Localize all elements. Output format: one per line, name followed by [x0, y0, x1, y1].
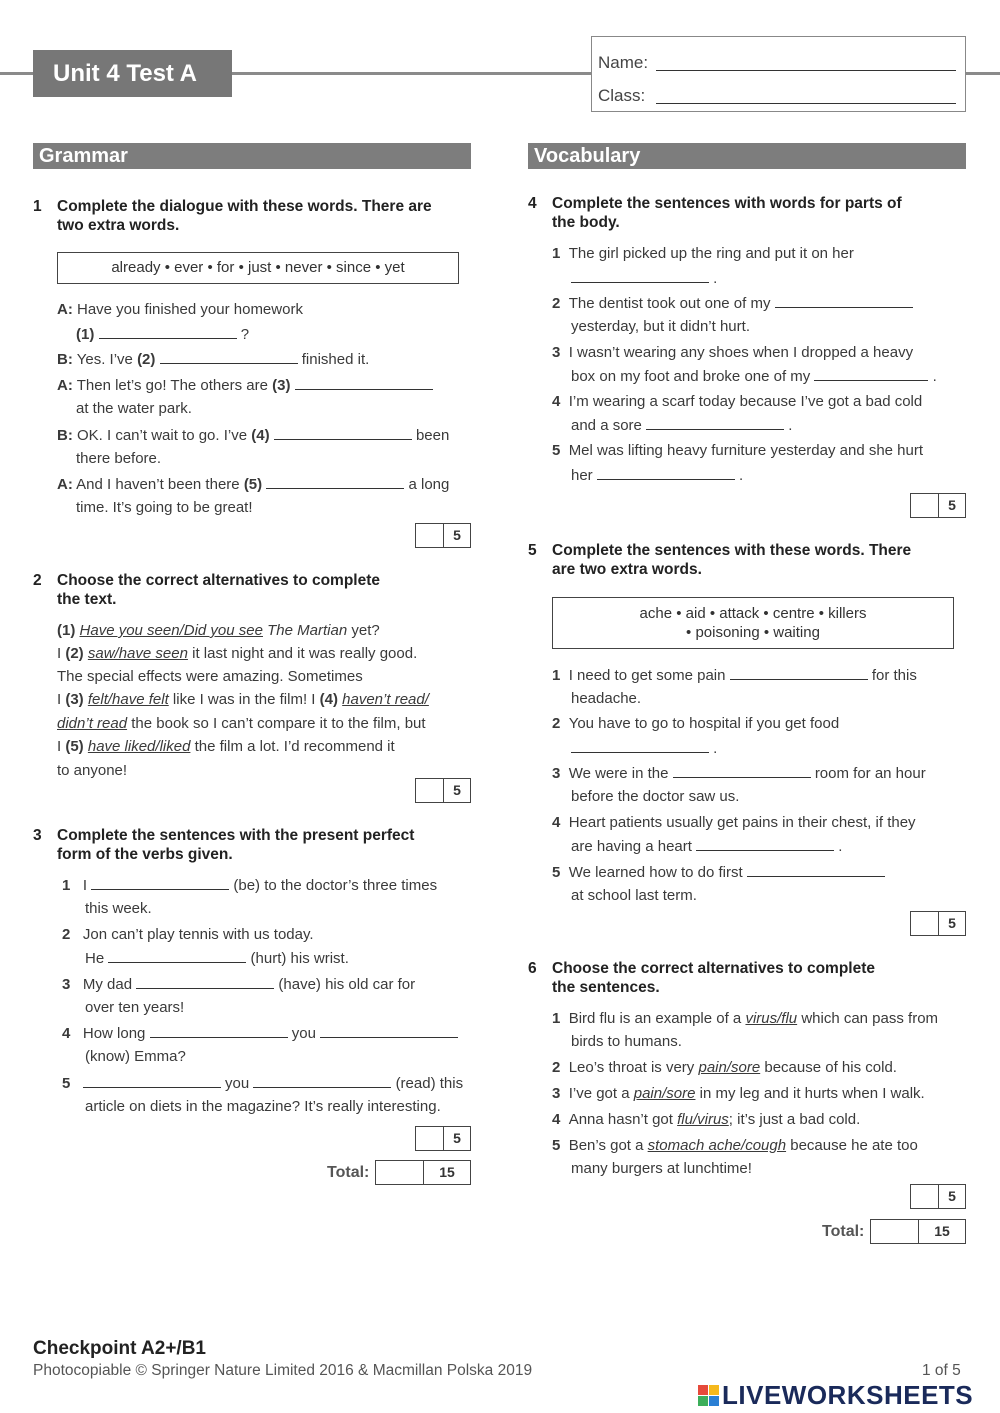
ex4-item: 4 I’m wearing a scarf today because I’ve got a bad cold [552, 393, 923, 410]
level-label: Checkpoint A2+/B1 [33, 1338, 206, 1359]
ex1-blank-3[interactable] [295, 375, 433, 390]
grammar-total-input[interactable] [376, 1161, 424, 1184]
ex5-item: 2 You have to go to hospital if you get food [552, 715, 840, 732]
ex3-blank[interactable] [320, 1023, 458, 1038]
ex1-blank-4[interactable] [274, 425, 412, 440]
ex2-choice-5[interactable]: have liked/liked [87, 738, 191, 755]
ex2-choice-2[interactable]: saw/have seen [87, 645, 188, 662]
ex5-instructions: 5 Complete the sentences with these words. There are two extra words. [528, 542, 912, 578]
ex6-item: 3 I’ve got a pain/sore in my leg and it hurts when I walk. [552, 1085, 925, 1102]
ex3-item: 5 you (read) this [62, 1075, 464, 1092]
ex3-line: over ten years! [85, 999, 185, 1016]
grammar-total-label: Total: [327, 1164, 370, 1181]
ex2-text-line: I (5) have liked/liked the film a lot. I’d recommend it [57, 738, 395, 755]
ex6-choice[interactable]: stomach ache/cough [647, 1137, 787, 1154]
ex4-item: 3 I wasn’t wearing any shoes when I dropped a heavy [552, 344, 914, 361]
ex4-item: 5 Mel was lifting heavy furniture yesterday and she hurt [552, 442, 924, 459]
ex1-line: time. It’s going to be great! [76, 499, 253, 516]
liveworksheets-icon [698, 1385, 720, 1407]
ex5-words-line1: ache • aid • attack • centre • killers [639, 605, 867, 622]
ex5-blank[interactable] [747, 862, 885, 877]
liveworksheets-text: LIVEWORKSHEETS [722, 1380, 974, 1410]
ex3-score-input[interactable] [416, 1127, 444, 1150]
ex5-line: are having a heart . [571, 838, 843, 855]
ex6-choice[interactable]: pain/sore [633, 1085, 696, 1102]
ex5-line: headache. [571, 690, 642, 707]
ex1-line: B: OK. I can’t wait to go. I’ve (4) been [57, 427, 450, 444]
ex2-choice-3[interactable]: felt/have felt [87, 691, 169, 708]
ex2-text-line: The special effects were amazing. Sometimes [57, 668, 363, 685]
ex3-line: this week. [85, 900, 152, 917]
liveworksheets-logo [698, 1380, 973, 1411]
ex4-blank[interactable] [597, 465, 735, 480]
vocabulary-total-box: 15 [870, 1219, 966, 1244]
ex3-blank[interactable] [150, 1023, 288, 1038]
ex2-choice-4[interactable]: haven’t read/ [342, 691, 429, 708]
ex4-blank[interactable] [646, 415, 784, 430]
ex1-instr-line1: Complete the dialogue with these words. There are [57, 198, 432, 215]
ex6-choice[interactable]: pain/sore [698, 1059, 761, 1076]
ex3-item: 1 I (be) to the doctor’s three times [62, 877, 438, 894]
ex2-text-line: I (2) saw/have seen it last night and it was really good. [57, 645, 418, 662]
ex5-line: at school last term. [571, 887, 697, 904]
ex4-item: 2 The dentist took out one of my [552, 293, 913, 314]
ex3-item: 4 How long you [62, 1023, 458, 1044]
ex5-word-box [552, 597, 954, 649]
ex1-line: A: Then let’s go! The others are (3) [57, 375, 433, 396]
ex1-blank-1[interactable] [99, 324, 237, 339]
ex4-instructions: 4 Complete the sentences with words for parts of the body. [528, 195, 902, 231]
ex3-item: 2 Jon can’t play tennis with us today. [62, 926, 314, 943]
ex5-score-input[interactable] [911, 912, 939, 935]
name-class-box [591, 36, 966, 112]
ex5-blank[interactable] [730, 665, 868, 680]
ex4-line: her . [571, 467, 744, 484]
ex1-number: 1 [33, 198, 42, 215]
vocabulary-heading: Vocabulary [528, 143, 966, 169]
ex6-choice[interactable]: virus/flu [745, 1010, 798, 1027]
ex4-blank[interactable] [571, 268, 709, 283]
ex2-text-line: (1) Have you seen/Did you see The Martian yet? [57, 622, 380, 639]
ex4-line: and a sore . [571, 417, 793, 434]
ex3-score-box: 5 [415, 1126, 471, 1151]
ex3-line: (know) Emma? [85, 1048, 186, 1065]
ex2-choice-1[interactable]: Have you seen/Did you see [79, 622, 263, 639]
ex4-line: yesterday, but it didn’t hurt. [571, 318, 750, 335]
vocabulary-total-input[interactable] [871, 1220, 919, 1243]
ex4-line: box on my foot and broke one of my . [571, 368, 937, 385]
ex5-blank[interactable] [696, 836, 834, 851]
ex1-instr-line2: two extra words. [57, 217, 180, 234]
ex1-line: there before. [76, 450, 162, 467]
ex3-blank[interactable] [136, 974, 274, 989]
class-field[interactable] [656, 103, 956, 104]
ex6-choice[interactable]: flu/virus [677, 1111, 729, 1128]
ex2-text-line: didn’t read the book so I can’t compare it to the film, but [57, 715, 426, 732]
ex4-line: . [571, 268, 717, 289]
ex5-item: 4 Heart patients usually get pains in their chest, if they [552, 814, 916, 831]
ex1-line: A: Have you finished your homework [57, 301, 303, 318]
ex3-item: 3 My dad (have) his old car for [62, 976, 416, 993]
ex3-blank[interactable] [108, 948, 246, 963]
ex2-instructions: 2 Choose the correct alternatives to complete the text. [33, 572, 381, 608]
ex2-text-line: to anyone! [57, 762, 128, 779]
ex1-blank-2[interactable] [160, 349, 298, 364]
ex2-score-input[interactable] [416, 779, 444, 802]
ex3-blank[interactable] [91, 875, 229, 890]
page-title: Unit 4 Test A [33, 50, 232, 97]
ex1-instructions [33, 197, 473, 237]
name-field[interactable] [656, 70, 956, 71]
ex6-instructions: 6 Choose the correct alternatives to complete the sentences. [528, 960, 876, 996]
ex6-line: many burgers at lunchtime! [571, 1160, 752, 1177]
ex4-item: 1 The girl picked up the ring and put it on her [552, 245, 854, 262]
ex1-line: (1) ? [76, 326, 250, 343]
ex6-score-input[interactable] [911, 1185, 939, 1208]
ex3-line: article on diets in the magazine? It’s really interesting. [85, 1098, 441, 1115]
ex1-word-box: already • ever • for • just • never • since • yet [57, 252, 459, 284]
ex5-item: 1 I need to get some pain for this [552, 667, 917, 684]
ex5-blank[interactable] [673, 763, 811, 778]
class-label: Class: [598, 86, 646, 105]
ex3-blank[interactable] [83, 1073, 221, 1088]
vocabulary-total-label: Total: [822, 1223, 865, 1240]
ex4-score-box: 5 [910, 493, 966, 518]
ex6-item: 4 Anna hasn’t got flu/virus; it’s just a bad cold. [552, 1111, 861, 1128]
ex1-line: A: And I haven’t been there (5) a long [57, 476, 450, 493]
ex3-instructions: 3 Complete the sentences with the present perfect form of the verbs given. [33, 827, 415, 863]
ex1-blank-5[interactable] [266, 474, 404, 489]
ex2-choice-4b[interactable]: didn’t read [57, 715, 128, 732]
page-number: 1 of 5 [922, 1362, 961, 1379]
ex1-line: at the water park. [76, 400, 192, 417]
ex6-score-box: 5 [910, 1184, 966, 1209]
ex3-blank[interactable] [253, 1073, 391, 1088]
ex5-item: 5 We learned how to do first [552, 862, 885, 883]
ex6-item: 1 Bird flu is an example of a virus/flu which can pass from [552, 1010, 939, 1027]
name-label: Name: [598, 53, 649, 72]
ex1-score-input[interactable] [416, 524, 444, 547]
ex2-text-line: I (3) felt/have felt like I was in the film! I (4) haven’t read/ [57, 691, 429, 708]
grammar-total-box: 15 [375, 1160, 471, 1185]
ex1-line: B: Yes. I’ve (2) finished it. [57, 351, 370, 368]
ex6-line: birds to humans. [571, 1033, 682, 1050]
ex2-score-box: 5 [415, 778, 471, 803]
ex5-line: before the doctor saw us. [571, 788, 740, 805]
ex4-blank[interactable] [814, 366, 928, 381]
ex4-score-input[interactable] [911, 494, 939, 517]
ex5-words-line2: • poisoning • waiting [686, 624, 820, 641]
ex3-line: He (hurt) his wrist. [85, 950, 349, 967]
ex5-line: . [571, 738, 717, 759]
ex5-score-box: 5 [910, 911, 966, 936]
copyright-text: Photocopiable © Springer Nature Limited 2016 & Macmillan Polska 2019 [33, 1362, 533, 1379]
ex4-blank[interactable] [775, 293, 913, 308]
grammar-heading: Grammar [33, 143, 471, 169]
ex6-item: 2 Leo’s throat is very pain/sore because of his cold. [552, 1059, 897, 1076]
ex6-item: 5 Ben’s got a stomach ache/cough because he ate too [552, 1137, 918, 1154]
ex1-score-box: 5 [415, 523, 471, 548]
ex5-item: 3 We were in the room for an hour [552, 765, 926, 782]
ex5-blank[interactable] [571, 738, 709, 753]
